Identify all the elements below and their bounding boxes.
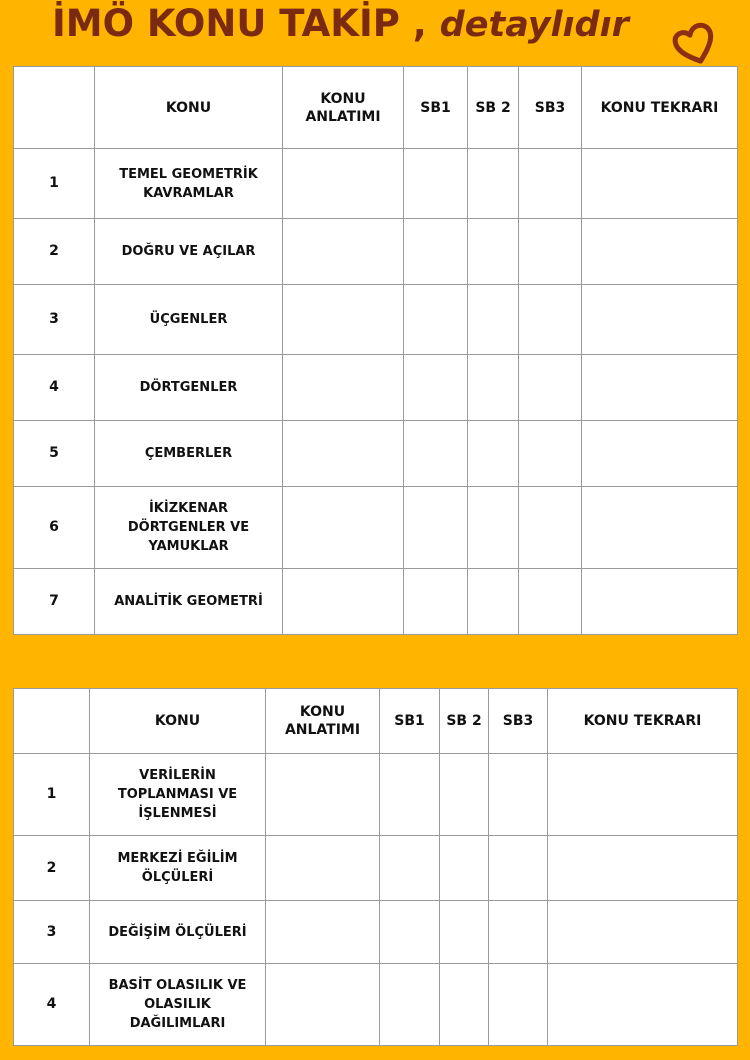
cell-sb2[interactable]: [468, 149, 519, 219]
cell-sb3[interactable]: [519, 421, 582, 487]
cell-konu-anlatimi[interactable]: [283, 355, 404, 421]
heart-icon: [672, 22, 718, 66]
row-number: 4: [14, 355, 95, 421]
cell-konu-anlatimi[interactable]: [283, 285, 404, 355]
topic-table-statistics: [13, 688, 738, 1046]
cell-sb1[interactable]: [404, 285, 468, 355]
cell-sb1[interactable]: [404, 219, 468, 285]
cell-sb1[interactable]: [404, 487, 468, 569]
cell-sb2[interactable]: [468, 285, 519, 355]
cell-konu-tekrari[interactable]: [548, 754, 738, 836]
title-sub: detaylıdır: [439, 5, 629, 45]
row-topic: DEĞİŞİM ÖLÇÜLERİ: [90, 901, 266, 964]
cell-sb3[interactable]: [519, 569, 582, 635]
cell-sb1[interactable]: [380, 901, 440, 964]
cell-sb3[interactable]: [489, 754, 548, 836]
cell-sb3[interactable]: [489, 836, 548, 901]
row-number: 7: [14, 569, 95, 635]
cell-sb1[interactable]: [380, 964, 440, 1046]
row-number: 2: [14, 836, 90, 901]
cell-sb2[interactable]: [440, 901, 489, 964]
row-number: 2: [14, 219, 95, 285]
row-topic: ANALİTİK GEOMETRİ: [95, 569, 283, 635]
cell-konu-tekrari[interactable]: [582, 285, 738, 355]
row-number: 3: [14, 901, 90, 964]
row-number: 3: [14, 285, 95, 355]
header-sb3: SB3: [489, 689, 548, 754]
row-topic: TEMEL GEOMETRİK KAVRAMLAR: [95, 149, 283, 219]
header-konu-anlatimi: KONU ANLATIMI: [283, 67, 404, 149]
cell-konu-tekrari[interactable]: [548, 964, 738, 1046]
cell-sb2[interactable]: [468, 487, 519, 569]
cell-konu-tekrari[interactable]: [582, 149, 738, 219]
cell-sb2[interactable]: [440, 964, 489, 1046]
row-topic: ÇEMBERLER: [95, 421, 283, 487]
header-sb1: SB1: [380, 689, 440, 754]
cell-sb2[interactable]: [440, 754, 489, 836]
cell-konu-anlatimi[interactable]: [283, 421, 404, 487]
row-number: 4: [14, 964, 90, 1046]
row-topic: VERİLERİN TOPLANMASI VE İŞLENMESİ: [90, 754, 266, 836]
table-row: [14, 569, 738, 635]
cell-sb1[interactable]: [404, 355, 468, 421]
table-row: [14, 964, 738, 1046]
cell-sb2[interactable]: [468, 569, 519, 635]
row-topic: DOĞRU VE AÇILAR: [95, 219, 283, 285]
row-topic: İKİZKENAR DÖRTGENLER VE YAMUKLAR: [95, 487, 283, 569]
cell-konu-anlatimi[interactable]: [283, 219, 404, 285]
table-row: [14, 901, 738, 964]
cell-sb1[interactable]: [380, 836, 440, 901]
table-row: [14, 754, 738, 836]
table-row: [14, 149, 738, 219]
cell-konu-tekrari[interactable]: [582, 421, 738, 487]
table-row: [14, 219, 738, 285]
cell-sb2[interactable]: [440, 836, 489, 901]
header-konu-tekrari: KONU TEKRARI: [548, 689, 738, 754]
header-number: [14, 689, 90, 754]
cell-konu-anlatimi[interactable]: [283, 487, 404, 569]
cell-konu-anlatimi[interactable]: [283, 569, 404, 635]
cell-konu-tekrari[interactable]: [582, 219, 738, 285]
row-number: 1: [14, 149, 95, 219]
cell-sb1[interactable]: [404, 421, 468, 487]
cell-sb3[interactable]: [519, 487, 582, 569]
cell-konu-tekrari[interactable]: [582, 569, 738, 635]
cell-konu-tekrari[interactable]: [548, 836, 738, 901]
row-topic: DÖRTGENLER: [95, 355, 283, 421]
cell-konu-anlatimi[interactable]: [266, 964, 380, 1046]
cell-sb3[interactable]: [489, 964, 548, 1046]
row-number: 6: [14, 487, 95, 569]
table-row: [14, 836, 738, 901]
row-topic: BASİT OLASILIK VE OLASILIK DAĞILIMLARI: [90, 964, 266, 1046]
cell-sb2[interactable]: [468, 219, 519, 285]
header-number: [14, 67, 95, 149]
cell-sb1[interactable]: [404, 569, 468, 635]
cell-konu-tekrari[interactable]: [582, 487, 738, 569]
table-row: [14, 355, 738, 421]
cell-sb2[interactable]: [468, 355, 519, 421]
table-row: [14, 285, 738, 355]
header-sb2: SB 2: [468, 67, 519, 149]
table-row: [14, 421, 738, 487]
header-konu-anlatimi: KONU ANLATIMI: [266, 689, 380, 754]
table-header-row: [14, 689, 738, 754]
table-header-row: [14, 67, 738, 149]
cell-konu-anlatimi[interactable]: [283, 149, 404, 219]
row-number: 5: [14, 421, 95, 487]
cell-konu-anlatimi[interactable]: [266, 901, 380, 964]
cell-sb1[interactable]: [404, 149, 468, 219]
topic-table-geometry: [13, 66, 738, 635]
cell-sb3[interactable]: [489, 901, 548, 964]
header-sb1: SB1: [404, 67, 468, 149]
cell-konu-tekrari[interactable]: [582, 355, 738, 421]
header-konu: KONU: [90, 689, 266, 754]
cell-konu-anlatimi[interactable]: [266, 754, 380, 836]
cell-konu-tekrari[interactable]: [548, 901, 738, 964]
cell-sb1[interactable]: [380, 754, 440, 836]
row-topic: MERKEZİ EĞİLİM ÖLÇÜLERİ: [90, 836, 266, 901]
cell-sb3[interactable]: [519, 355, 582, 421]
page-title: [52, 2, 629, 45]
header-sb2: SB 2: [440, 689, 489, 754]
cell-sb3[interactable]: [519, 219, 582, 285]
header-sb3: SB3: [519, 67, 582, 149]
cell-sb3[interactable]: [519, 149, 582, 219]
cell-sb2[interactable]: [468, 421, 519, 487]
title-main: İMÖ KONU TAKİP: [52, 2, 400, 45]
row-topic: ÜÇGENLER: [95, 285, 283, 355]
row-number: 1: [14, 754, 90, 836]
table-row: [14, 487, 738, 569]
header-konu: KONU: [95, 67, 283, 149]
cell-sb3[interactable]: [519, 285, 582, 355]
title-separator: ,: [399, 2, 440, 45]
cell-konu-anlatimi[interactable]: [266, 836, 380, 901]
header-konu-tekrari: KONU TEKRARI: [582, 67, 738, 149]
